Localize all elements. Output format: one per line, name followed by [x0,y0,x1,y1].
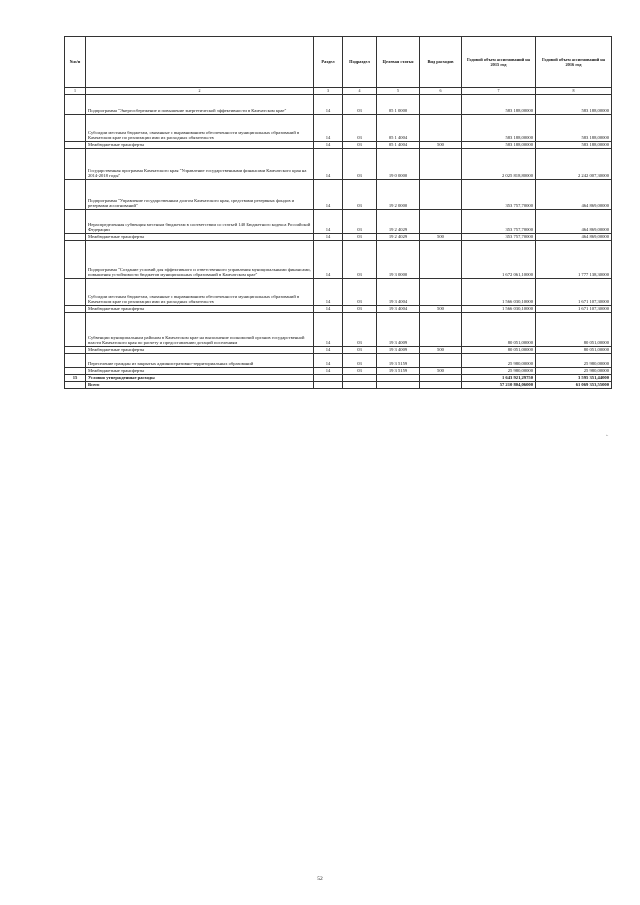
table-row [65,313,612,347]
row-podrazdel: 03 [343,241,377,279]
row-expense-type [420,149,462,180]
row-razdel: 14 [314,241,343,279]
row-podrazdel: 03 [343,368,377,375]
header-name [86,37,314,88]
row-name: Субсидии местным бюджетам, связанные с выравниванием обеспеченности муниципальных образований в Камчатском крае по реализации ими их расходных обязательств [86,115,314,142]
header-target-article: Целевая статья [377,37,420,88]
row-amount-2015: 25 980,00000 [462,368,536,375]
row-amount-2015: 583 188,00000 [462,142,536,149]
table-row [65,234,612,241]
column-number-row [65,88,612,95]
table-row [65,142,612,149]
header-expense-type: Вид расходов [420,37,462,88]
row-podrazdel: 03 [343,115,377,142]
appropriations-table [64,36,612,389]
table-row [65,241,612,279]
row-target-article: 19 3 0000 [377,241,420,279]
row-number [65,279,86,306]
row-amount-2015: 583 188,00000 [462,115,536,142]
row-expense-type [420,375,462,382]
row-expense-type [420,180,462,210]
row-target-article: 05 1 4004 [377,142,420,149]
column-number: 5 [377,88,420,95]
row-target-article: 05 1 0000 [377,95,420,115]
row-name: Государственная программа Камчатского края "Управление государственными финансами Камчатского края на 2014-2018 годы" [86,149,314,180]
table-row [65,180,612,210]
row-target-article: 19 3 5159 [377,354,420,368]
row-podrazdel [343,375,377,382]
row-expense-type [420,313,462,347]
row-target-article: 19 3 5159 [377,368,420,375]
row-razdel: 14 [314,149,343,180]
row-target-article: 05 1 4004 [377,115,420,142]
row-name: Межбюджетные трансферты [86,142,314,149]
row-podrazdel: 03 [343,142,377,149]
row-expense-type [420,115,462,142]
row-target-article [377,382,420,389]
row-name: Всего [86,382,314,389]
row-amount-2015: 1 566 030,10000 [462,279,536,306]
row-number [65,210,86,234]
row-name: Переселение граждан из закрытых административно-территориальных образований [86,354,314,368]
table-row [65,368,612,375]
row-expense-type: 500 [420,306,462,313]
row-name: Условно утвержденные расходы [86,375,314,382]
row-razdel: 14 [314,279,343,306]
row-amount-2015: 353 757,70000 [462,234,536,241]
row-podrazdel: 03 [343,210,377,234]
row-razdel: 14 [314,354,343,368]
table-row [65,115,612,142]
row-amount-2015: 1 643 921,29750 [462,375,536,382]
table-row [65,210,612,234]
row-amount-2016: 25 980,00000 [536,354,612,368]
row-amount-2016: 80 051,00000 [536,347,612,354]
row-target-article: 19 0 0000 [377,149,420,180]
row-amount-2016: 1 671 107,30000 [536,279,612,306]
column-number: 6 [420,88,462,95]
row-amount-2015: 1 672 061,10000 [462,241,536,279]
row-amount-2016: 583 188,00000 [536,95,612,115]
row-name: Подпрограмма "Создание условий для эффективного и ответственного управления муниципальными финансами, повышения устойчивости бюджетов муниципальных образований в Камчатском крае" [86,241,314,279]
row-podrazdel: 03 [343,234,377,241]
row-razdel [314,375,343,382]
header-podrazdel: Подраздел [343,37,377,88]
row-amount-2016: 464 869,00000 [536,210,612,234]
column-number: 4 [343,88,377,95]
row-razdel: 14 [314,368,343,375]
row-podrazdel: 03 [343,306,377,313]
row-amount-2016: 464 869,00000 [536,180,612,210]
row-target-article: 19 3 4009 [377,347,420,354]
row-razdel: 14 [314,180,343,210]
table-row [65,95,612,115]
column-number: 3 [314,88,343,95]
header-razdel: Раздел [314,37,343,88]
row-podrazdel [343,382,377,389]
row-expense-type: 500 [420,347,462,354]
row-amount-2016: 1 777 138,30000 [536,241,612,279]
row-razdel: 14 [314,306,343,313]
row-number [65,234,86,241]
row-expense-type [420,354,462,368]
row-name: Субсидии местным бюджетам, связанные с выравниванием обеспеченности муниципальных образований в Камчатском крае по реализации ими их расходных обязательств [86,279,314,306]
row-razdel: 14 [314,234,343,241]
row-amount-2015: 80 051,00000 [462,347,536,354]
row-number [65,241,86,279]
closing-quote: ». [606,433,609,437]
row-amount-2016: 61 069 353,55000 [536,382,612,389]
row-podrazdel: 03 [343,347,377,354]
table-row [65,279,612,306]
table-row [65,347,612,354]
row-amount-2015: 25 980,00000 [462,354,536,368]
row-razdel [314,382,343,389]
row-podrazdel: 03 [343,180,377,210]
row-name: Межбюджетные трансферты [86,368,314,375]
row-number [65,149,86,180]
row-name: Межбюджетные трансферты [86,234,314,241]
row-podrazdel: 03 [343,149,377,180]
table-body [65,95,612,389]
row-amount-2015: 57 210 804,06000 [462,382,536,389]
row-amount-2016: 3 595 351,44000 [536,375,612,382]
row-amount-2015: 583 188,00000 [462,95,536,115]
row-expense-type: 500 [420,142,462,149]
row-expense-type [420,95,462,115]
row-target-article: 19 2 4029 [377,234,420,241]
row-amount-2016: 25 980,00000 [536,368,612,375]
row-podrazdel: 03 [343,313,377,347]
row-number [65,347,86,354]
row-number [65,142,86,149]
row-name: Подпрограмма "Энергосбережение и повышение энергетической эффективности в Камчатском крае" [86,95,314,115]
row-number [65,115,86,142]
row-amount-2015: 1 566 030,10000 [462,306,536,313]
row-amount-2016: 1 671 107,30000 [536,306,612,313]
row-amount-2016: 80 051,00000 [536,313,612,347]
row-target-article: 19 2 4029 [377,210,420,234]
row-razdel: 14 [314,347,343,354]
row-number [65,313,86,347]
row-expense-type [420,279,462,306]
row-expense-type: 500 [420,234,462,241]
row-podrazdel: 03 [343,279,377,306]
row-target-article: 19 3 4004 [377,306,420,313]
row-number: 15 [65,375,86,382]
row-expense-type: 500 [420,368,462,375]
row-razdel: 14 [314,210,343,234]
header-num: №п/п [65,37,86,88]
table-row [65,382,612,389]
column-number: 2 [86,88,314,95]
row-target-article: 19 3 4009 [377,313,420,347]
table-row [65,375,612,382]
row-target-article: 19 3 4004 [377,279,420,306]
row-amount-2015: 80 051,00000 [462,313,536,347]
row-expense-type [420,210,462,234]
row-number [65,95,86,115]
row-razdel: 14 [314,115,343,142]
column-number: 1 [65,88,86,95]
header-2015: Годовой объем ассигнований на 2015 год [462,37,536,88]
row-amount-2015: 353 757,70000 [462,180,536,210]
row-amount-2016: 2 242 007,30000 [536,149,612,180]
row-number [65,306,86,313]
table-row [65,306,612,313]
row-name: Субвенции муниципальным районам в Камчатском крае на выполнение полномочий органов государственной власти Камчатского края по расчету и предоставлению дотаций поселениям [86,313,314,347]
table-header [65,37,612,95]
header-2016: Годовой объем ассигнований на 2016 год [536,37,612,88]
row-amount-2015: 2 025 818,80000 [462,149,536,180]
page-number: 52 [317,876,323,882]
row-number [65,382,86,389]
row-amount-2016: 464 869,00000 [536,234,612,241]
row-podrazdel: 03 [343,95,377,115]
column-number: 7 [462,88,536,95]
row-number [65,354,86,368]
row-podrazdel: 03 [343,354,377,368]
row-target-article [377,375,420,382]
row-expense-type [420,241,462,279]
row-name: Нераспределенная субвенция местным бюджетам в соответствии со статьей 140 Бюджетного кодекса Российской Федерации [86,210,314,234]
table-row [65,149,612,180]
row-razdel: 14 [314,313,343,347]
row-expense-type [420,382,462,389]
row-name: Межбюджетные трансферты [86,347,314,354]
row-amount-2016: 583 188,00000 [536,115,612,142]
row-target-article: 19 2 0000 [377,180,420,210]
column-number: 8 [536,88,612,95]
row-razdel: 14 [314,95,343,115]
row-amount-2015: 353 757,70000 [462,210,536,234]
row-number [65,368,86,375]
row-name: Межбюджетные трансферты [86,306,314,313]
row-name: Подпрограмма "Управление государственным долгом Камчатского края, средствами резервных фондов и резервами ассигнований" [86,180,314,210]
row-razdel: 14 [314,142,343,149]
row-amount-2016: 583 188,00000 [536,142,612,149]
row-number [65,180,86,210]
table-row [65,354,612,368]
